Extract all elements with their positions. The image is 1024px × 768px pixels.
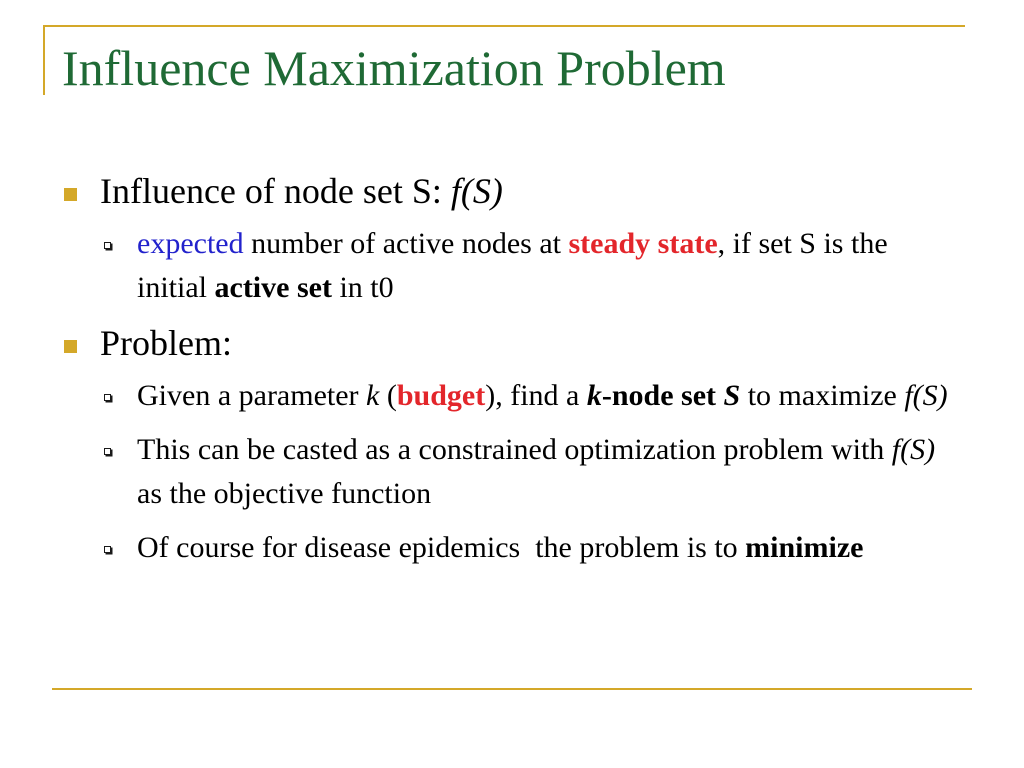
sub-text: ), find a <box>485 379 587 412</box>
sub-text: ( <box>379 379 397 412</box>
filled-square-icon <box>64 188 77 201</box>
math-k: k <box>366 379 380 412</box>
highlight-bold: -node set <box>601 379 724 412</box>
hollow-square-icon <box>104 546 111 553</box>
sub-text: , if set S is the initial <box>137 227 888 304</box>
math-s-bold: S <box>723 379 741 412</box>
math-fs: f(S) <box>904 379 948 412</box>
frame-top-rule <box>43 25 965 27</box>
bullet-text: Problem: <box>100 323 232 363</box>
highlight-red: budget <box>396 379 486 412</box>
sub-bullet-constrained <box>0 428 1024 516</box>
highlight-bold: active set <box>214 271 332 304</box>
frame-left-rule <box>43 25 45 95</box>
sub-bullet-epidemics <box>0 526 1024 570</box>
hollow-square-icon <box>104 448 111 455</box>
highlight-bold: minimize <box>745 531 864 564</box>
math-k-bold: k <box>586 379 602 412</box>
hollow-square-icon <box>104 394 111 401</box>
bullet-problem <box>0 320 1024 366</box>
sub-text: Of course for disease epidemics the problem is to <box>137 531 746 564</box>
bullet-text: Influence of node set S: <box>100 171 451 211</box>
sub-bullet-expected <box>0 222 1024 310</box>
sub-text: in t0 <box>331 271 394 304</box>
slide-title: Influence Maximization Problem <box>62 40 726 96</box>
filled-square-icon <box>64 340 77 353</box>
highlight-blue: expected <box>137 227 244 260</box>
sub-text: as the objective function <box>137 477 432 510</box>
hollow-square-icon <box>104 242 111 249</box>
sub-text: This can be casted as a constrained optimization problem with <box>137 433 892 466</box>
sub-bullet-given <box>0 374 1024 418</box>
sub-text: number of active nodes at <box>243 227 569 260</box>
sub-text: Given a parameter <box>137 379 367 412</box>
frame-bottom-rule <box>52 688 972 690</box>
bullet-math: f(S) <box>450 171 503 211</box>
sub-text: to maximize <box>740 379 905 412</box>
slide-content <box>0 168 1024 580</box>
highlight-red: steady state <box>568 227 718 260</box>
math-fs: f(S) <box>891 433 936 466</box>
bullet-influence <box>0 168 1024 214</box>
